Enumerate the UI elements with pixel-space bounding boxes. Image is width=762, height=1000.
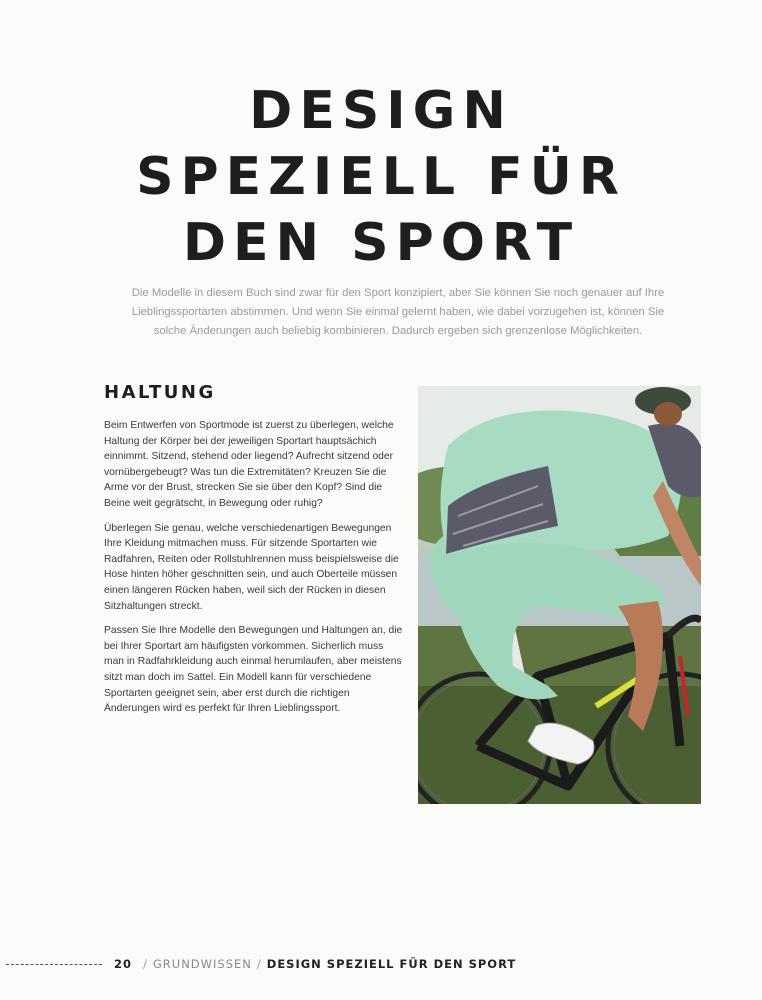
cyclist-photo	[418, 386, 701, 804]
body-paragraph-3: Passen Sie Ihre Modelle den Bewegungen und Haltungen an, die bei Ihrer Sportart am häufigsten vorkommen. Sicherlich muss man in Radfahrkleidung auch einmal herumlaufen, aber meistens sitzt man doch im Sattel. Ein Modell kann für verschiedene Sportarten geeignet sein, aber erst durch die richtigen Änderungen wird es perfekt für Ihren Lieblingssport.	[104, 625, 403, 715]
page-number: 20	[114, 957, 133, 971]
footer-current-section: DESIGN SPEZIELL FÜR DEN SPORT	[266, 957, 517, 971]
body-paragraph-1: Beim Entwerfen von Sportmode ist zuerst zu überlegen, welche Haltung der Körper bei der jeweiligen Sportart hauptsächich einnimmt. Sitzend, stehend oder liegend? Aufrecht sitzend oder vornübergebeugt? Was tun die Extremitäten? Kreuzen Sie die Arme vor der Brust, strecken Sie sie über den Kopf? Sind die Beine weit gegrätscht, in Bewegung oder ruhig?	[104, 420, 394, 509]
body-text	[104, 418, 404, 726]
page-title	[0, 78, 762, 276]
cyclist-illustration	[418, 386, 701, 804]
body-paragraph-2: Überlegen Sie genau, welche verschiedenartigen Bewegungen Ihre Kleidung mitmachen muss. Für sitzende Sportarten wie Radfahren, Reiten oder Rollstuhlrennen muss beispielsweise die Hose hinten höher geschnitten sein, und auch Oberteile müssen einen längeren Rücken haben, weil sich der Rücken in diesen Sitzhaltungen streckt.	[104, 522, 399, 612]
section-heading: HALTUNG	[104, 382, 216, 403]
title-line-1: DESIGN	[249, 81, 513, 141]
footer-separator: /	[143, 957, 148, 971]
title-line-3: DEN SPORT	[182, 213, 580, 273]
intro-paragraph: Die Modelle in diesem Buch sind zwar für den Sport konzipiert, aber Sie können Sie noch genauer auf Ihre Lieblingssportarten abstimmen. Und wenn Sie einmal gelernt haben, wie dabei vorzugehen ist, können Sie solche Änderungen auch beliebig kombinieren. Dadurch ergeben sich grenzenlose Möglichkeiten.	[131, 287, 665, 337]
footer-breadcrumb: GRUNDWISSEN	[152, 957, 252, 971]
page-footer	[0, 955, 516, 973]
footer-separator: /	[256, 957, 262, 971]
footer-dash-line	[6, 964, 102, 965]
title-line-2: SPEZIELL FÜR	[136, 147, 626, 207]
